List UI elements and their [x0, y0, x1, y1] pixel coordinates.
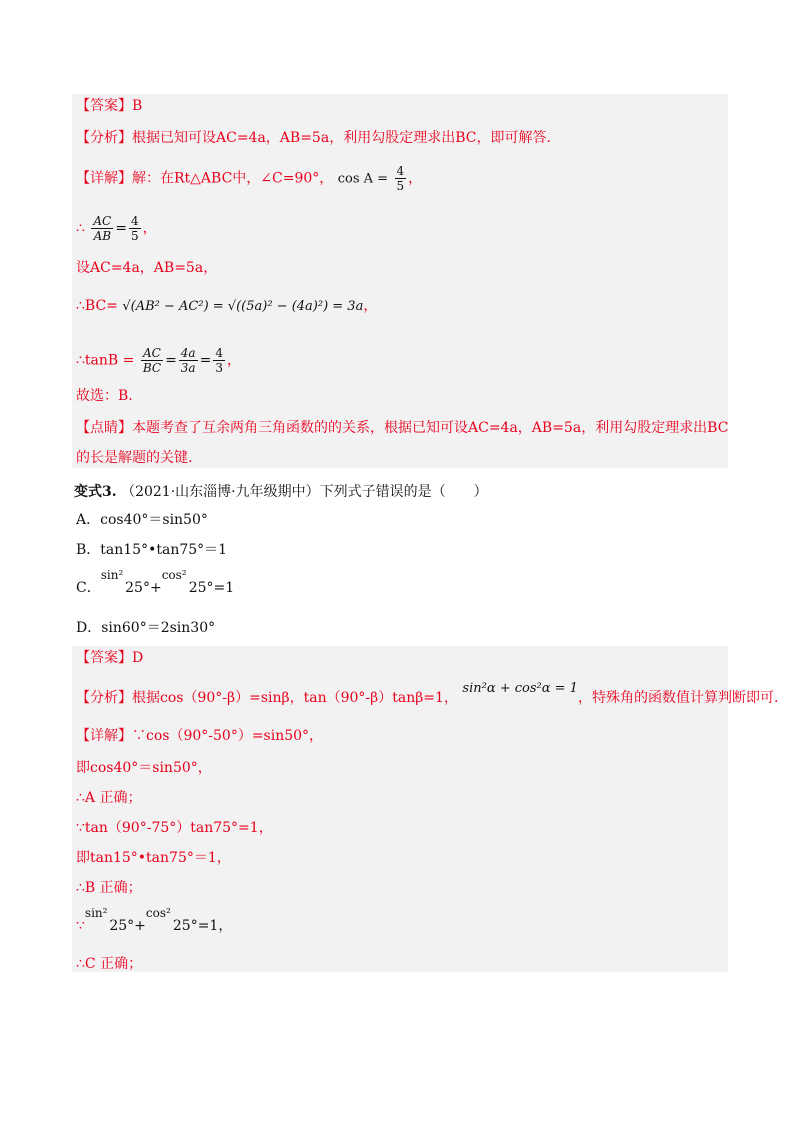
answer-tag: 【答案】: [76, 98, 132, 114]
detail-line-4: [76, 788, 141, 808]
cos-a-fraction: [395, 164, 407, 193]
fraction-denominator: AB: [93, 229, 112, 243]
detail-end: 25°=1，: [172, 918, 233, 934]
detail-text: ∵tan（90°-75°）tan75°=1，: [76, 820, 273, 836]
analysis-text: 根据cos（90°-β）=sinβ，tan（90°-β）tanβ=1，: [132, 690, 458, 706]
punct: ，: [142, 220, 157, 237]
answer-line-2: [76, 648, 143, 668]
detail-line-2: [76, 726, 323, 746]
question-label: 变式3.: [74, 484, 117, 500]
detail-mid: 25°+: [109, 918, 146, 934]
option-c: [76, 568, 235, 599]
option-d-text: D．sin60°＝2sin30°: [76, 620, 216, 636]
fraction-denominator: 3: [215, 361, 223, 375]
bc-formula: √(AB² − AC²) = √((5a)² − (4a)²) = 3a: [122, 299, 364, 314]
bc-prefix: ∴BC=: [76, 298, 118, 314]
equals-sign: =: [115, 220, 127, 237]
cos-squared: [161, 568, 189, 599]
option-c-prefix: C．: [76, 580, 101, 596]
detail-line-7: [76, 878, 142, 898]
fraction-denominator: 5: [396, 179, 405, 193]
remark-text-cont: 的长是解题的关键.: [76, 450, 193, 466]
option-d: [76, 618, 215, 638]
set-text: 设AC=4a，AB=5a，: [76, 260, 218, 276]
detail-text: ∴C 正确；: [76, 956, 143, 972]
set-line: [76, 258, 217, 278]
sin-squared: [84, 906, 109, 937]
punct: ，: [226, 352, 241, 369]
sin-squared: [100, 568, 125, 599]
option-b-text: B．tan15°•tan75°＝1: [76, 542, 228, 558]
detail-line-8: [76, 906, 233, 937]
four-fifths-fraction: [129, 214, 141, 243]
4a-3a-fraction: [179, 346, 198, 375]
option-c-mid: 25°+: [125, 580, 162, 596]
ac-bc-fraction: [141, 346, 163, 375]
sin-squared-label: sin²: [100, 568, 124, 582]
detail-line-1: [76, 164, 422, 193]
analysis-text: 根据已知可设AC=4a，AB=5a，利用勾股定理求出BC，即可解答.: [132, 130, 551, 146]
solution-block-1: [72, 94, 728, 468]
fraction-numerator: 4: [215, 346, 223, 360]
detail-text: ∴A 正确；: [76, 790, 142, 806]
option-a-text: A．cos40°＝sin50°: [76, 512, 208, 528]
cos-a-lhs: cos A =: [337, 171, 389, 187]
ratio-line: [76, 214, 157, 243]
remark-line-2: [76, 448, 192, 468]
ac-ab-fraction: [91, 214, 113, 243]
analysis-tail: ，特殊角的函数值计算判断即可.: [577, 690, 779, 706]
four-thirds-fraction: [213, 346, 225, 375]
analysis-line-2: [76, 681, 779, 709]
answer-value: D: [132, 650, 144, 666]
cos-squared-label: cos²: [161, 568, 187, 582]
fraction-denominator: BC: [142, 361, 162, 375]
punct: ，: [408, 170, 423, 187]
option-a: [76, 510, 208, 530]
fraction-numerator: AC: [93, 214, 112, 228]
option-c-end: 25°=1: [188, 580, 235, 596]
detail-line-6: [76, 848, 231, 868]
therefore-symbol: ∴: [76, 220, 85, 237]
choose-line: [76, 386, 133, 406]
sin-squared-label: sin²: [84, 906, 108, 920]
bc-line: [76, 296, 377, 317]
detail-line-5: [76, 818, 273, 838]
analysis-tag: 【分析】: [76, 130, 132, 146]
fraction-numerator: AC: [143, 346, 161, 360]
detail-text: ∵cos（90°-50°）=sin50°，: [132, 728, 324, 744]
question-text: （2021·山东淄博·九年级期中）下列式子错误的是（ ）: [121, 484, 488, 500]
remark-text: 本题考查了互余两角三角函数的的关系，根据已知可设AC=4a，AB=5a，利用勾股定理求出BC: [132, 420, 729, 436]
remark-tag: 【点睛】: [76, 420, 132, 436]
fraction-numerator: 4a: [180, 346, 196, 360]
cos-squared-label: cos²: [145, 906, 171, 920]
option-b: [76, 540, 227, 560]
fraction-numerator: 4: [130, 214, 139, 228]
answer-tag: 【答案】: [76, 650, 132, 666]
cos-squared: [145, 906, 173, 937]
detail-line-3: [76, 758, 212, 778]
fraction-numerator: 4: [396, 164, 405, 178]
identity-formula: sin²α + cos²α = 1: [462, 681, 578, 696]
tan-prefix: ∴tanB =: [76, 352, 135, 369]
fraction-denominator: 3a: [180, 361, 196, 375]
detail-text: 即cos40°＝sin50°，: [76, 760, 212, 776]
detail-line-9: [76, 954, 142, 974]
fraction-denominator: 5: [130, 229, 139, 243]
punct: ，: [363, 298, 378, 314]
answer-line-1: [76, 96, 142, 116]
detail-tag: 【详解】: [76, 170, 132, 187]
answer-value: B: [132, 98, 143, 114]
analysis-tag: 【分析】: [76, 690, 132, 706]
choose-text: 故选：B.: [76, 388, 133, 404]
because-symbol: ∵: [76, 918, 85, 934]
tan-line: ∴tanB = $\frac{AC}{BC}$ = $\frac{4a}{3a}$ = $\frac{4}{3}$ ，: [76, 346, 241, 375]
detail-text: 即tan15°•tan75°＝1，: [76, 850, 231, 866]
detail-text: 解：在Rt△ABC中，∠C=90°，: [132, 170, 334, 187]
remark-line-1: [76, 418, 728, 438]
question-line: [74, 482, 488, 502]
detail-text: ∴B 正确；: [76, 880, 142, 896]
detail-tag: 【详解】: [76, 728, 132, 744]
analysis-line-1: [76, 128, 551, 148]
